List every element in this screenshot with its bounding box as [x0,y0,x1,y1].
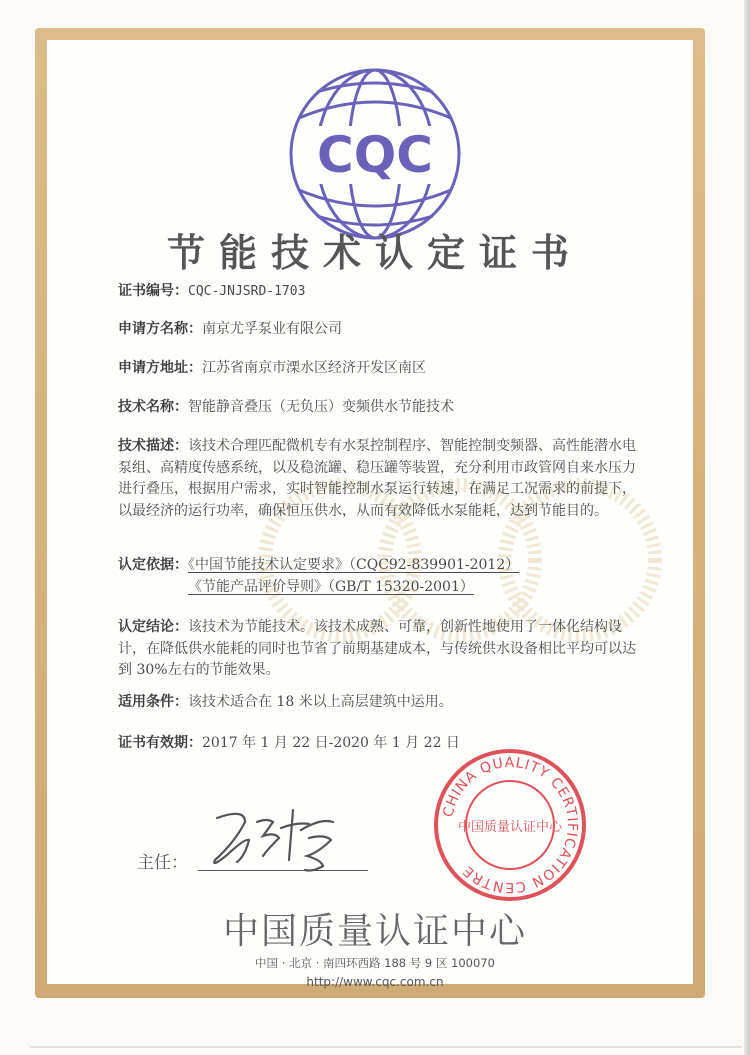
issuer-name: 中国质量认证中心 [222,911,527,952]
validity-label: 证书有效期： [118,735,202,751]
certification-basis-line1: 《中国节能技术认定要求》（CQC92-839901-2012） [188,557,520,573]
technology-description-label: 技术描述： [118,438,188,454]
scan-edge [744,0,750,1055]
director-signature-icon [205,800,355,880]
certificate-title: 节能技术认定证书 [166,231,583,275]
certification-basis-field [118,555,638,598]
cert-number-field [118,281,638,303]
svg-text:CQC: CQC [317,126,433,184]
applicant-name-label: 申请方名称： [118,321,202,337]
signature-line [198,870,368,871]
applicable-conditions-value: 该技术适合在 18 米以上高层建筑中运用。 [188,694,453,710]
technology-name-field [118,397,638,419]
technology-name-value: 智能静音叠压（无负压）变频供水节能技术 [188,399,454,415]
applicant-address-label: 申请方地址： [118,360,202,376]
issuer-address: 中国 · 北京 · 南四环西路 188 号 9 区 100070 [255,956,495,970]
applicant-address-field [118,358,638,380]
cqc-globe-logo-icon [287,66,463,242]
certification-basis-line2: 《节能产品评价导则》（GB/T 15320-2001） [188,578,474,595]
issuer-url[interactable]: http://www.cqc.com.cn [306,975,444,989]
conclusion-field [118,617,638,682]
applicant-address-value: 江苏省南京市溧水区经济开发区南区 [202,360,426,376]
conclusion-label: 认定结论： [118,619,188,635]
applicant-name-field [118,319,638,341]
applicable-conditions-field [118,692,638,714]
applicant-name-value: 南京尤孚泵业有限公司 [202,321,342,337]
technology-name-label: 技术名称： [118,399,188,415]
technology-description-field [118,436,638,522]
certification-basis-label: 认定依据： [118,557,188,573]
scan-edge-bottom [30,1046,742,1048]
conclusion-value: 该技术为节能技术。该技术成熟、可靠，创新性地使用了一体化结构设计，在降低供水能耗的同时也节省了前期基建成本，与传统供水设备相比平均可以达到 30%左右的节能效果。 [118,619,636,678]
cert-number-label: 证书编号： [118,283,188,299]
official-seal-icon [430,745,590,905]
cert-number-value: CQC-JNJSRD-1703 [188,284,306,299]
applicable-conditions-label: 适用条件： [118,694,188,710]
technology-description-value: 该技术合理匹配微机专有水泵控制程序、智能控制变频器、高性能潜水电泵组、高精度传感系统，以及稳流罐、稳压罐等装置，充分利用市政管网自来水压力进行叠压，根据用户需求，实时智能控制水泵运行转速，在满足工况需求的前提下，以最经济的运行功率，确保恒压供水，从而有效降低水泵能耗，达到节能目的。 [118,438,636,519]
validity-value: 2017 年 1 月 22 日-2020 年 1 月 22 日 [202,735,460,751]
director-label: 主任： [137,853,188,873]
svg-text:中国质量认证中心: 中国质量认证中心 [457,820,563,835]
svg-text:CHINA QUALITY CERTIFICATION CE: CHINA QUALITY CERTIFICATION CENTRE [440,754,581,896]
